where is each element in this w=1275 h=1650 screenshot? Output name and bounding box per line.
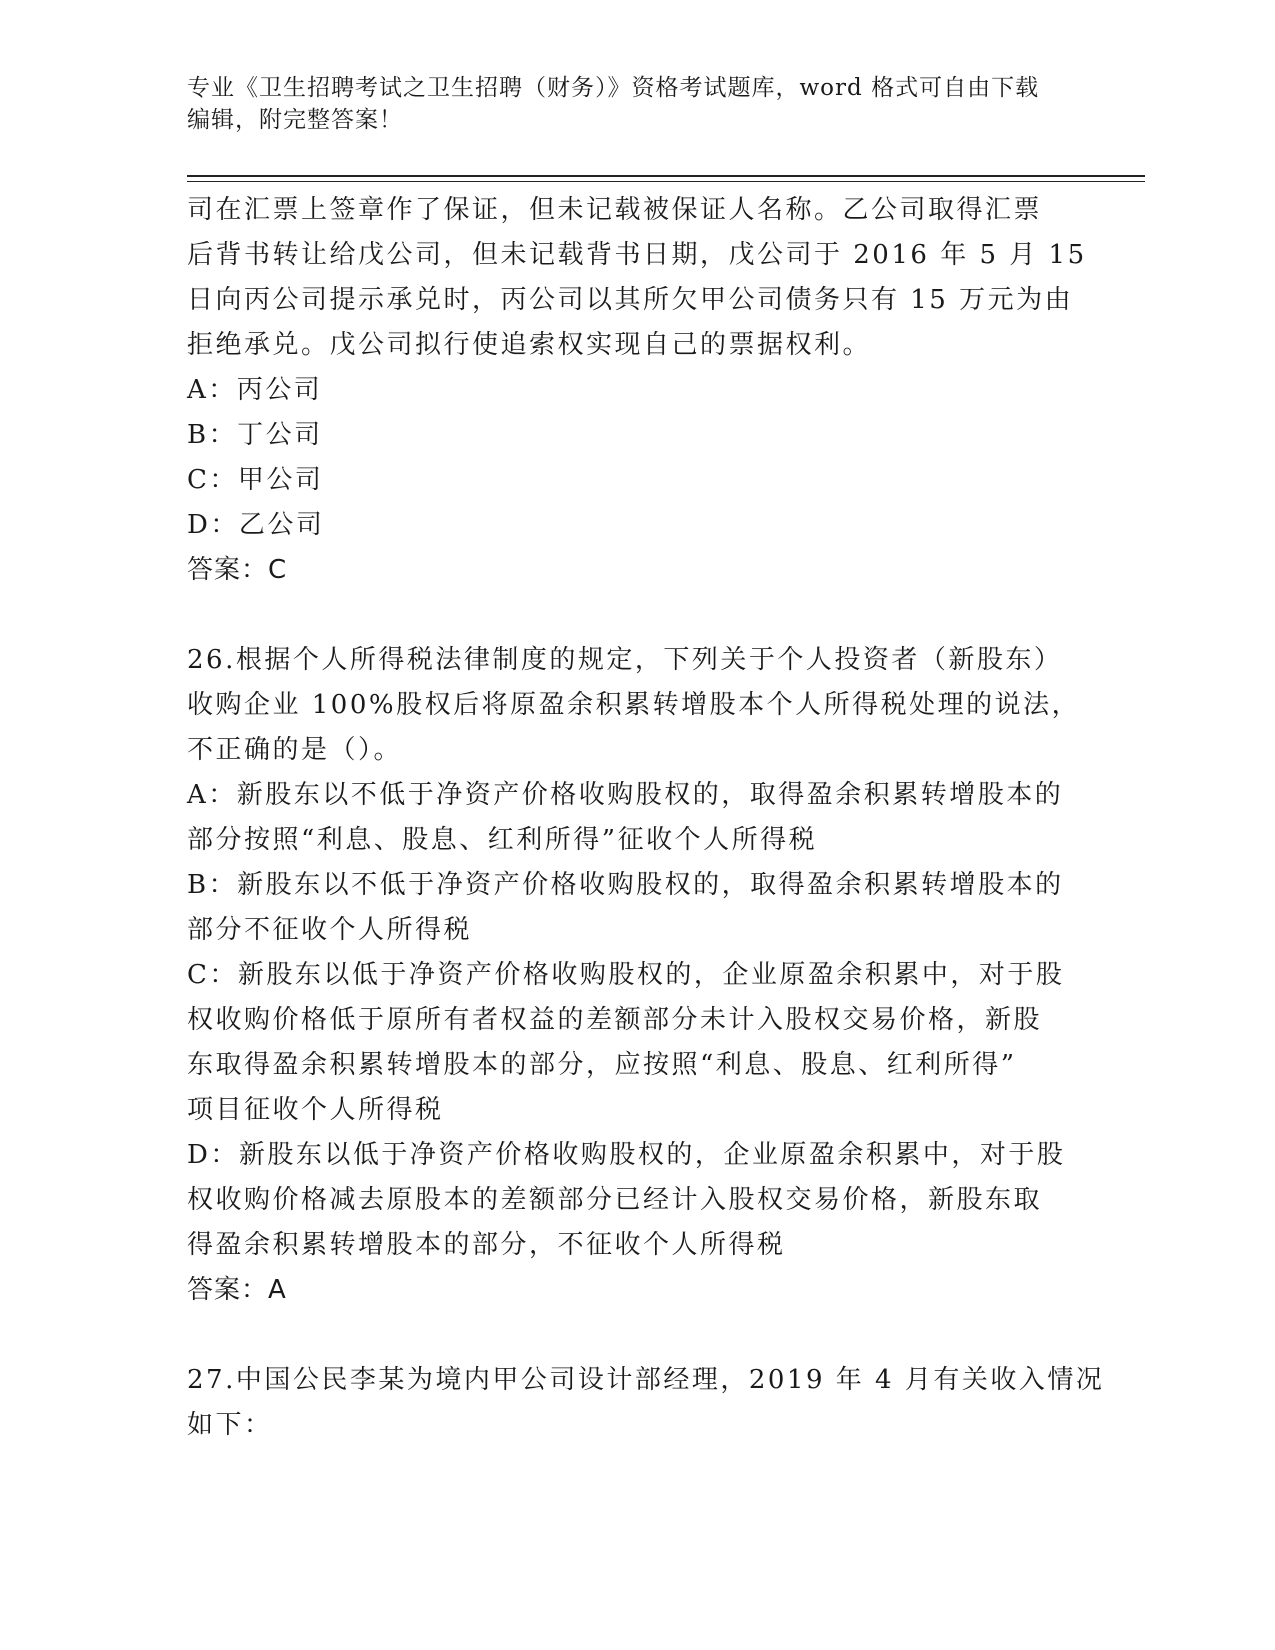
answer-line: 答案：A [187,1275,287,1305]
question-stem-line: 拒绝承兑。戊公司拟行使追索权实现自己的票据权利。 [187,330,872,360]
option-b: B：新股东以不低于净资产价格收购股权的，取得盈余积累转增股本的 [187,870,1064,900]
option-c: 东取得盈余积累转增股本的部分，应按照“利息、股息、红利所得” [187,1050,1017,1080]
header-divider-thin [187,181,1145,182]
question-25 [187,188,1087,593]
question-stem-line: 日向丙公司提示承兑时，丙公司以其所欠甲公司债务只有 15 万元为由 [187,285,1074,315]
question-stem-line: 收购企业 100%股权后将原盈余积累转增股本个人所得税处理的说法， [187,690,1081,720]
spacer [187,593,1087,638]
option-d: D：新股东以低于净资产价格收购股权的，企业原盈余积累中，对于股 [187,1140,1066,1170]
option-b: B：丁公司 [187,420,323,450]
option-a: A：新股东以不低于净资产价格收购股权的，取得盈余积累转增股本的 [187,780,1064,810]
spacer [187,1313,1087,1358]
question-27 [187,1358,1105,1448]
option-c: 项目征收个人所得税 [187,1095,444,1125]
option-a: A：丙公司 [187,375,323,405]
header-divider-thick [187,175,1145,177]
header-line-2: 编辑，附完整答案！ [187,107,403,133]
question-stem-line: 不正确的是（）。 [187,735,403,765]
option-d: 得盈余积累转增股本的部分，不征收个人所得税 [187,1230,786,1260]
answer-line: 答案：C [187,555,288,585]
question-26 [187,638,1087,1313]
question-stem-line: 后背书转让给戊公司，但未记载背书日期，戊公司于 2016 年 5 月 15 [187,240,1087,270]
option-d: 权收购价格减去原股本的差额部分已经计入股权交易价格，新股东取 [187,1185,1043,1215]
option-d: D：乙公司 [187,510,325,540]
question-stem-line: 司在汇票上签章作了保证，但未记载被保证人名称。乙公司取得汇票 [187,195,1043,225]
option-c: C：新股东以低于净资产价格收购股权的，企业原盈余积累中，对于股 [187,960,1065,990]
option-c: C：甲公司 [187,465,324,495]
option-c: 权收购价格低于原所有者权益的差额部分未计入股权交易价格，新股 [187,1005,1043,1035]
question-stem-line: 27.中国公民李某为境内甲公司设计部经理，2019 年 4 月有关收入情况 [187,1365,1105,1395]
document-body [187,188,1105,1448]
question-stem-line: 如下： [187,1410,273,1440]
header-line-1: 专业《卫生招聘考试之卫生招聘（财务）》资格考试题库，word 格式可自由下载 [187,75,1040,101]
option-a: 部分按照“利息、股息、红利所得”征收个人所得税 [187,825,818,855]
page-header [187,72,1067,136]
option-b: 部分不征收个人所得税 [187,915,473,945]
question-stem-line: 26.根据个人所得税法律制度的规定，下列关于个人投资者（新股东） [187,645,1063,675]
